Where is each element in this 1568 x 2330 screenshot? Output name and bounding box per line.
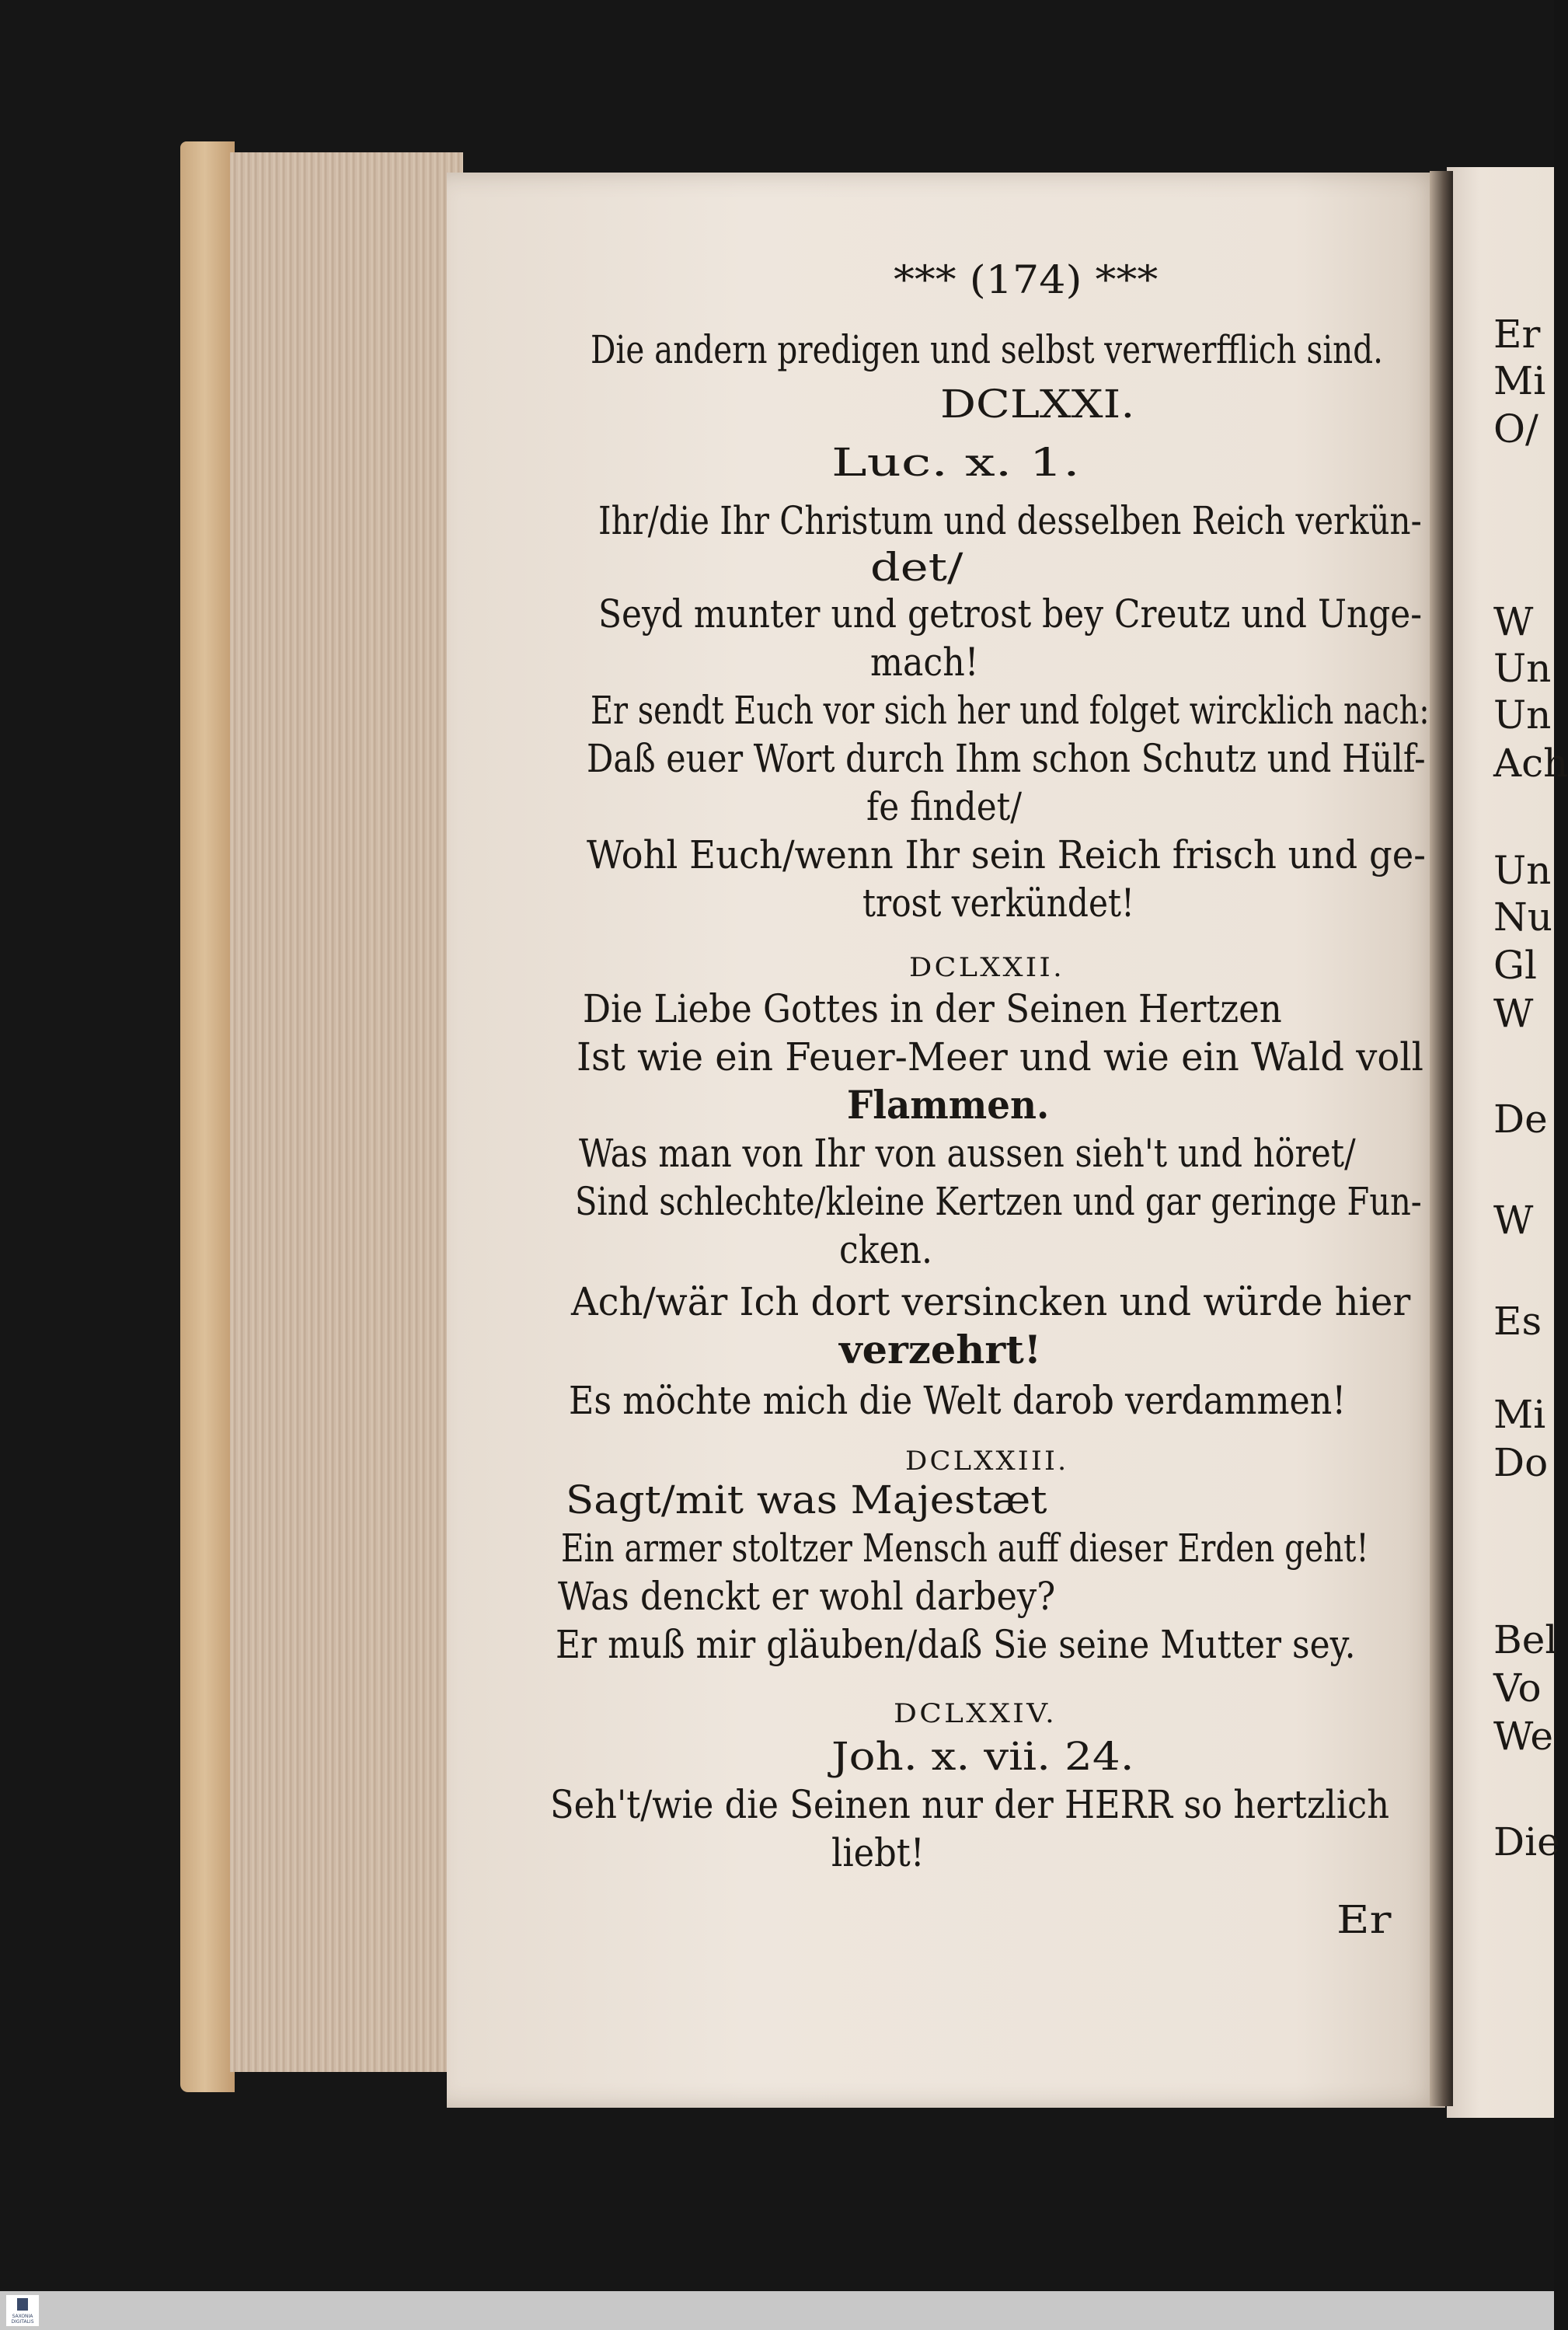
next-page-line-6: Un bbox=[1493, 692, 1552, 738]
text-line-15: Ist wie ein Feuer-Meer und wie ein Wald voll bbox=[577, 1034, 1423, 1080]
text-line-31: liebt! bbox=[831, 1830, 925, 1875]
next-page-line-2: Mi bbox=[1493, 358, 1546, 403]
next-page-line-13: W bbox=[1493, 1198, 1534, 1243]
text-line-25: Ein armer stoltzer Mensch auff dieser Erden geht! bbox=[561, 1526, 1369, 1571]
next-page-line-16: Do bbox=[1493, 1440, 1549, 1485]
viewer-bottom-bar bbox=[0, 2291, 1554, 2330]
next-page-line-17: Bel bbox=[1493, 1617, 1558, 1662]
book-gutter bbox=[1430, 171, 1453, 2106]
text-line-28: DCLXXIV. bbox=[894, 1698, 1058, 1729]
book-cover-edge bbox=[180, 141, 235, 2092]
text-line-17: Was man von Ihr von aussen sieh't und höret/ bbox=[579, 1131, 1356, 1176]
text-line-16: Flammen. bbox=[847, 1082, 1050, 1128]
next-page-line-14: Es bbox=[1493, 1299, 1542, 1344]
next-page-line-7: Ach bbox=[1493, 741, 1568, 786]
logo-icon bbox=[17, 2298, 28, 2311]
next-page-line-5: Un bbox=[1493, 646, 1552, 691]
next-page-line-15: Mi bbox=[1493, 1392, 1546, 1437]
text-line-21: verzehrt! bbox=[839, 1327, 1042, 1373]
text-line-8: Er sendt Euch vor sich her und folget wircklich nach: bbox=[591, 688, 1430, 733]
text-line-19: cken. bbox=[839, 1227, 932, 1272]
next-page-line-9: Nu bbox=[1493, 895, 1552, 940]
text-line-12: trost verkündet! bbox=[862, 881, 1134, 926]
text-line-11: Wohl Euch/wenn Ihr sein Reich frisch und ge- bbox=[587, 832, 1426, 877]
next-page-line-8: Un bbox=[1493, 848, 1552, 893]
text-line-7: mach! bbox=[870, 640, 979, 685]
text-line-9: Daß euer Wort durch Ihm schon Schutz und Hülf- bbox=[587, 736, 1426, 781]
next-page-line-11: W bbox=[1493, 991, 1534, 1036]
next-page-line-3: O/ bbox=[1493, 406, 1538, 452]
text-line-14: Die Liebe Gottes in der Seinen Hertzen bbox=[583, 986, 1282, 1031]
text-line-30: Seh't/wie die Seinen nur der HERR so hertzlich bbox=[550, 1782, 1390, 1827]
text-line-26: Was denckt er wohl darbey? bbox=[558, 1574, 1056, 1619]
page-stack-edge bbox=[230, 152, 463, 2072]
page-number-header: *** (174) *** bbox=[894, 257, 1159, 302]
text-line-3: Luc. x. 1. bbox=[831, 440, 1080, 485]
next-page-line-10: Gl bbox=[1493, 943, 1537, 988]
next-page-line-19: We bbox=[1493, 1714, 1553, 1759]
next-page-line-12: De bbox=[1493, 1097, 1548, 1142]
next-page-line-18: Vo bbox=[1493, 1666, 1542, 1711]
text-line-18: Sind schlechte/kleine Kertzen und gar geringe Fun- bbox=[575, 1179, 1422, 1224]
text-line-1: Die andern predigen und selbst verwerfflich sind. bbox=[591, 327, 1383, 372]
next-page-line-1: Er bbox=[1493, 312, 1541, 357]
text-line-2: DCLXXI. bbox=[940, 382, 1135, 427]
text-line-24: Sagt/mit was Majestæt bbox=[566, 1477, 1047, 1523]
text-line-20: Ach/wär Ich dort versincken und würde hier bbox=[571, 1279, 1411, 1324]
text-line-22: Es möchte mich die Welt darob verdammen! bbox=[569, 1378, 1347, 1423]
text-line-5: det/ bbox=[870, 545, 963, 590]
text-line-10: fe findet/ bbox=[866, 784, 1023, 829]
next-page-line-20: Die bbox=[1493, 1819, 1560, 1864]
text-line-27: Er muß mir gläuben/daß Sie seine Mutter sey. bbox=[556, 1622, 1356, 1667]
library-logo[interactable] bbox=[6, 2295, 39, 2326]
text-line-29: Joh. x. vii. 24. bbox=[831, 1734, 1134, 1779]
logo-label: SAXONIA DIGITALIS bbox=[11, 2314, 34, 2325]
text-line-13: DCLXXII. bbox=[909, 952, 1064, 983]
text-line-23: DCLXXIII. bbox=[905, 1446, 1069, 1477]
text-line-4: Ihr/die Ihr Christum und desselben Reich verkün- bbox=[598, 498, 1422, 543]
text-line-32: Er bbox=[1336, 1897, 1392, 1942]
next-page-line-4: W bbox=[1493, 599, 1534, 644]
text-line-6: Seyd munter und getrost bey Creutz und Unge- bbox=[598, 591, 1423, 637]
